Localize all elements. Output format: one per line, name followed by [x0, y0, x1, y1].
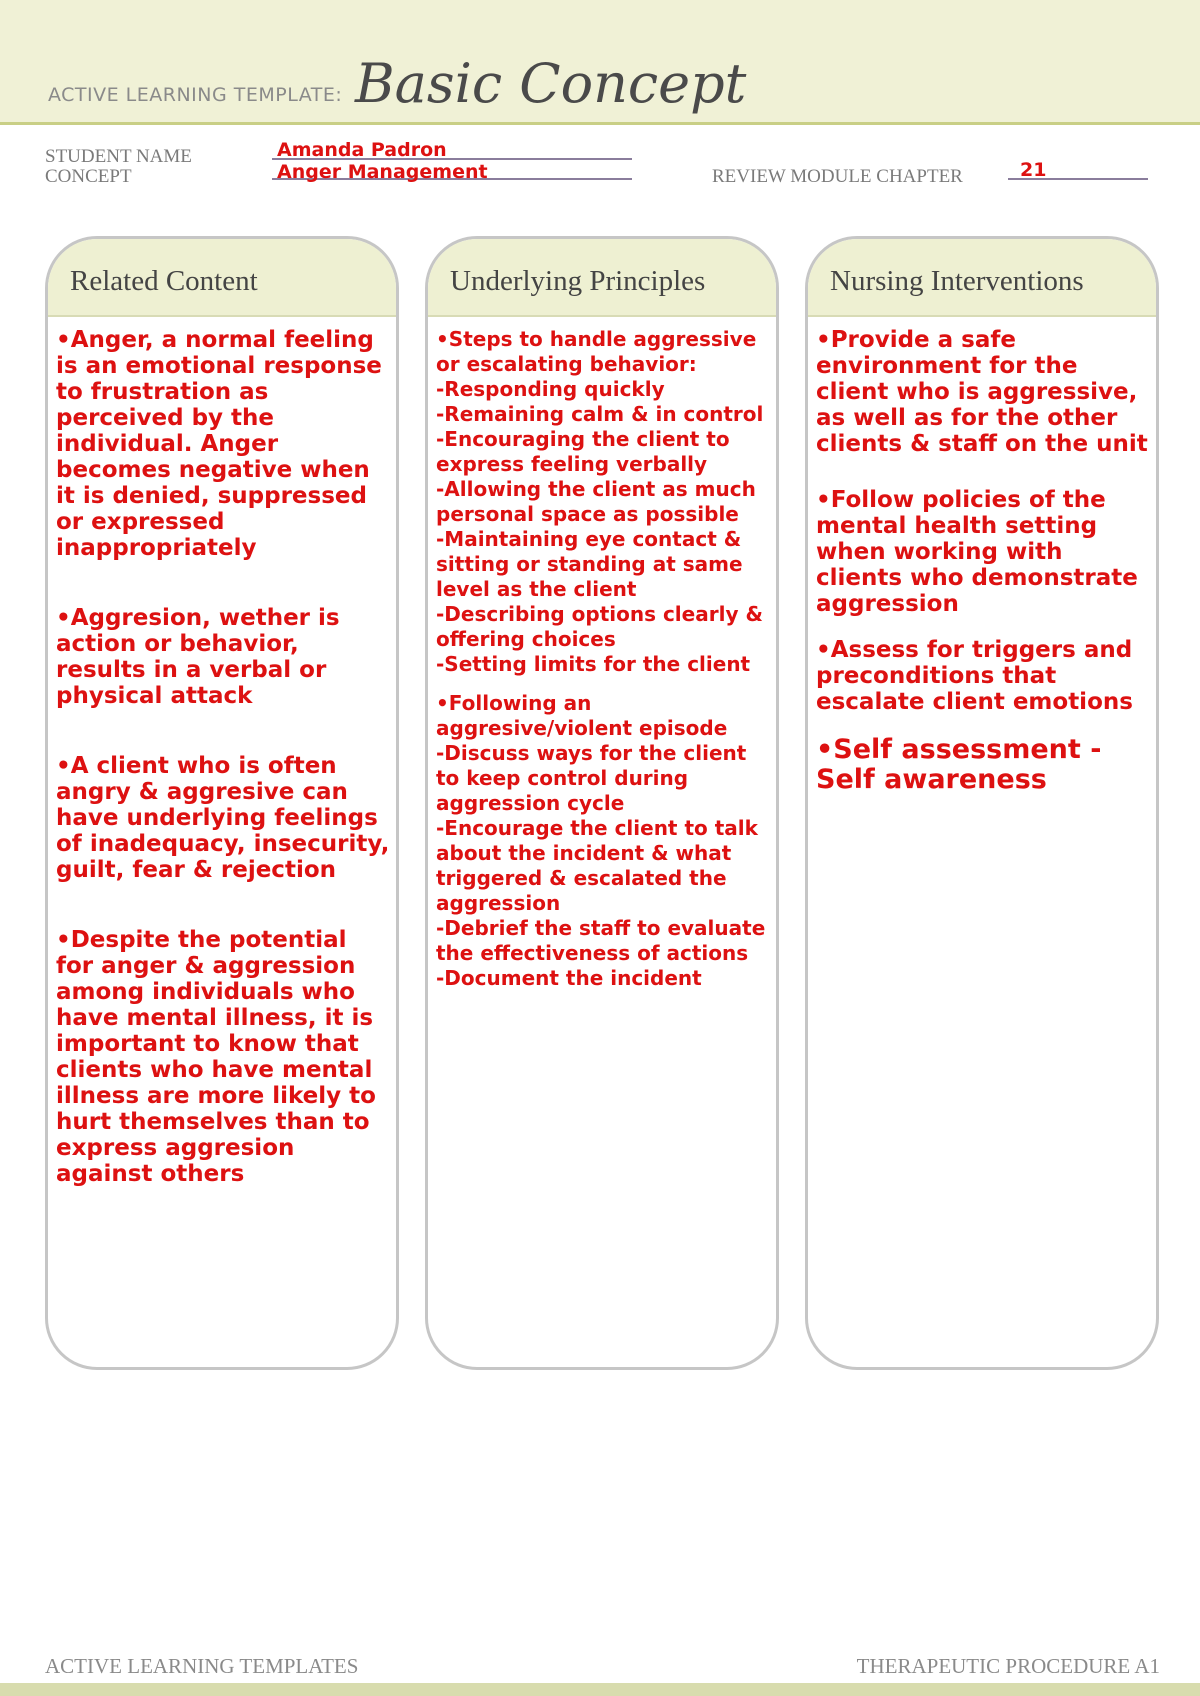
chapter-label: REVIEW MODULE CHAPTER — [712, 166, 963, 187]
concept-label: CONCEPT — [45, 166, 132, 187]
underlying-principles-heading: Underlying Principles — [428, 239, 776, 317]
template-header — [0, 0, 1200, 125]
underlying-principles-body[interactable] — [428, 317, 776, 991]
related-entry: •Anger, a normal feeling is an emotional response to frustration as perceived by the individual. Anger becomes negative when it is denied, suppressed or expressed inappropriately — [56, 327, 382, 561]
student-name-value[interactable]: Amanda Padron — [277, 139, 447, 161]
underlying-principles-box — [425, 236, 779, 1370]
related-content-heading: Related Content — [48, 239, 396, 317]
footer-left-label: ACTIVE LEARNING TEMPLATES — [45, 1654, 359, 1678]
intervention-entry: •Provide a safe environment for the client who is aggressive, as well as for the other clients & staff on the unit — [816, 327, 1148, 457]
nursing-interventions-heading: Nursing Interventions — [808, 239, 1156, 317]
intervention-entry: •Self assessment - Self awareness — [816, 734, 1102, 795]
footer-right-label: THERAPEUTIC PROCEDURE A1 — [856, 1654, 1160, 1678]
related-entry: •Despite the potential for anger & aggression among individuals who have mental illness, it is important to know that clients who have mental illness are more likely to hurt themselves than to express aggresion against others — [56, 927, 376, 1187]
related-content-body[interactable] — [48, 317, 396, 1187]
related-content-box — [45, 236, 399, 1370]
nursing-interventions-body[interactable] — [808, 317, 1156, 795]
principles-entry: •Steps to handle aggressive or escalating behavior: -Responding quickly -Remaining calm & in control -Encouraging the client to express feeling verbally -Allowing the client as much personal space as possible -Maintaining eye contact & sitting or standing at same level as the client -Describing options clearly & offering choices -Setting limits for the client — [436, 327, 764, 676]
footer-bar — [0, 1683, 1200, 1696]
nursing-interventions-box — [805, 236, 1159, 1370]
related-entry: •Aggresion, wether is action or behavior, results in a verbal or physical attack — [56, 605, 340, 709]
intervention-entry: •Follow policies of the mental health setting when working with clients who demonstrate aggression — [816, 487, 1138, 617]
student-name-label: STUDENT NAME — [45, 146, 192, 167]
related-entry: •A client who is often angry & aggresive can have underlying feelings of inadequacy, insecurity, guilt, fear & rejection — [56, 753, 390, 883]
chapter-value[interactable]: 21 — [1020, 159, 1047, 181]
principles-entry: •Following an aggresive/violent episode -Discuss ways for the client to keep control during aggression cycle -Encourage the client to talk about the incident & what triggered & escalated the aggression -Debrief the staff to evaluate the effectiveness of actions -Document the incident — [436, 691, 766, 990]
concept-value[interactable]: Anger Management — [277, 161, 488, 183]
intervention-entry: •Assess for triggers and preconditions that escalate client emotions — [816, 637, 1133, 715]
template-kicker: ACTIVE LEARNING TEMPLATE: — [48, 84, 343, 106]
template-title: Basic Concept — [355, 52, 747, 115]
